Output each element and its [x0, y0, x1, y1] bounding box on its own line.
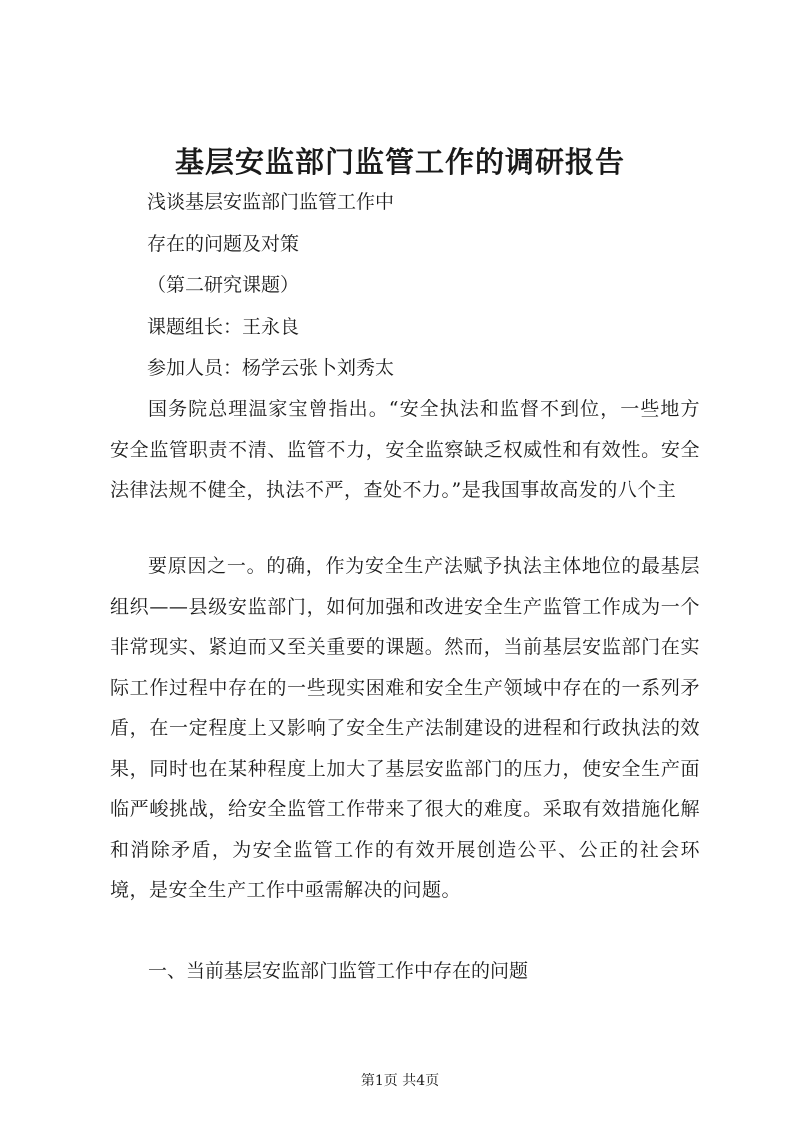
subtitle-line-2: 存在的问题及对策	[147, 233, 300, 255]
leader-line: 课题组长：王永良	[147, 316, 300, 338]
page-footer: 第1页 共4页	[360, 1073, 440, 1089]
subtitle-line-1: 浅谈基层安监部门监管工作中	[147, 191, 395, 213]
section-heading: 一、当前基层安监部门监管工作中存在的问题	[148, 960, 529, 982]
paragraph-1: 国务院总理温家宝曾指出。“安全执法和监督不到位，一些地方安全监管职责不清、监管不力，安全监察缺乏权威性和有效性。安全法律法规不健全，执法不严，查处不力。”是我国事故高发的八个主	[110, 398, 700, 501]
subtitle-line-3: （第二研究课题）	[147, 274, 300, 296]
members-line: 参加人员：杨学云张卜刘秀太	[147, 357, 395, 379]
document-title: 基层安监部门监管工作的调研报告	[174, 145, 625, 179]
paragraph-2: 要原因之一。的确，作为安全生产法赋予执法主体地位的最基层组织——县级安监部门，如何加强和改进安全生产监管工作成为一个非常现实、紧迫而又至关重要的课题。然而，当前基层安监部门在实际工作过程中存在的一些现实困难和安全生产领域中存在的一系列矛盾，在一定程度上又影响了安全生产法制建设的进程和行政执法的效果，同时也在某种程度上加大了基层安监部门的压力，使安全生产面临严峻挑战，给安全监管工作带来了很大的难度。采取有效措施化解和消除矛盾，为安全监管工作的有效开展创造公平、公正的社会环境，是安全生产工作中亟需解决的问题。	[110, 555, 700, 901]
